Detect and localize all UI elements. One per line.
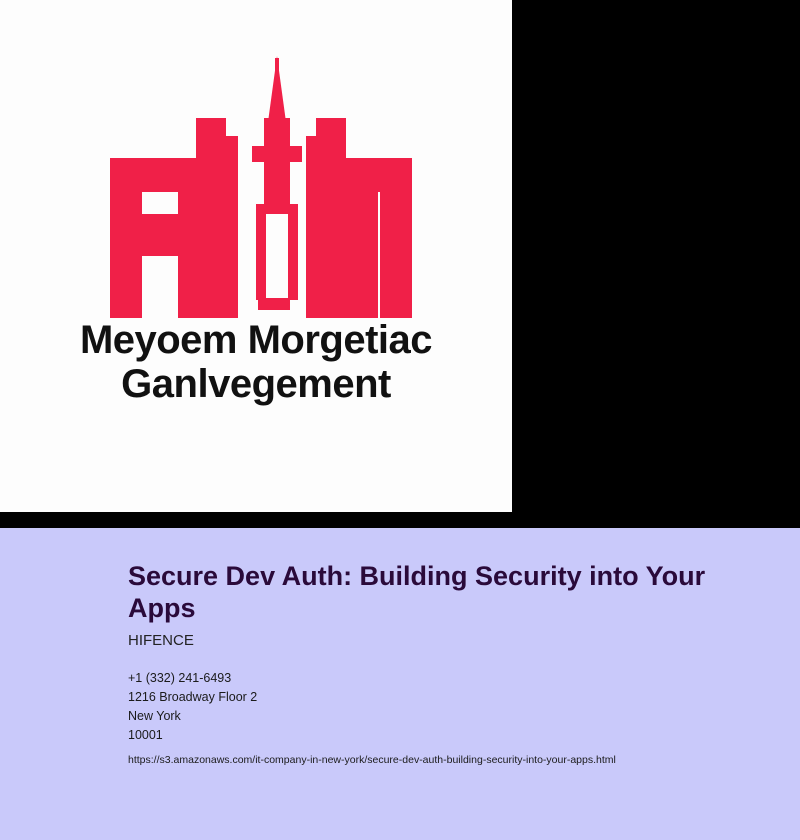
source-url[interactable]: https://s3.amazonaws.com/it-company-in-new-york/secure-dev-auth-building-security-into-your-apps.html xyxy=(128,754,616,766)
info-panel xyxy=(0,528,800,840)
logo-wordmark xyxy=(0,318,512,406)
contact-city: New York xyxy=(128,709,181,723)
city-skyline-mm-logo xyxy=(0,18,512,328)
contact-postal-code: 10001 xyxy=(128,728,163,742)
contact-phone: +1 (332) 241-6493 xyxy=(128,671,232,685)
brand-name: HIFENCE xyxy=(128,632,194,649)
info-content xyxy=(128,560,728,769)
logo-wordmark-line-1: Meyoem Morgetiac xyxy=(79,318,433,362)
page-title: Secure Dev Auth: Building Security into Your Apps xyxy=(128,561,706,623)
logo-wordmark-line-2: Ganlvegement xyxy=(121,362,391,406)
contact-address-line1: 1216 Broadway Floor 2 xyxy=(128,690,258,704)
logo-card xyxy=(0,0,512,512)
